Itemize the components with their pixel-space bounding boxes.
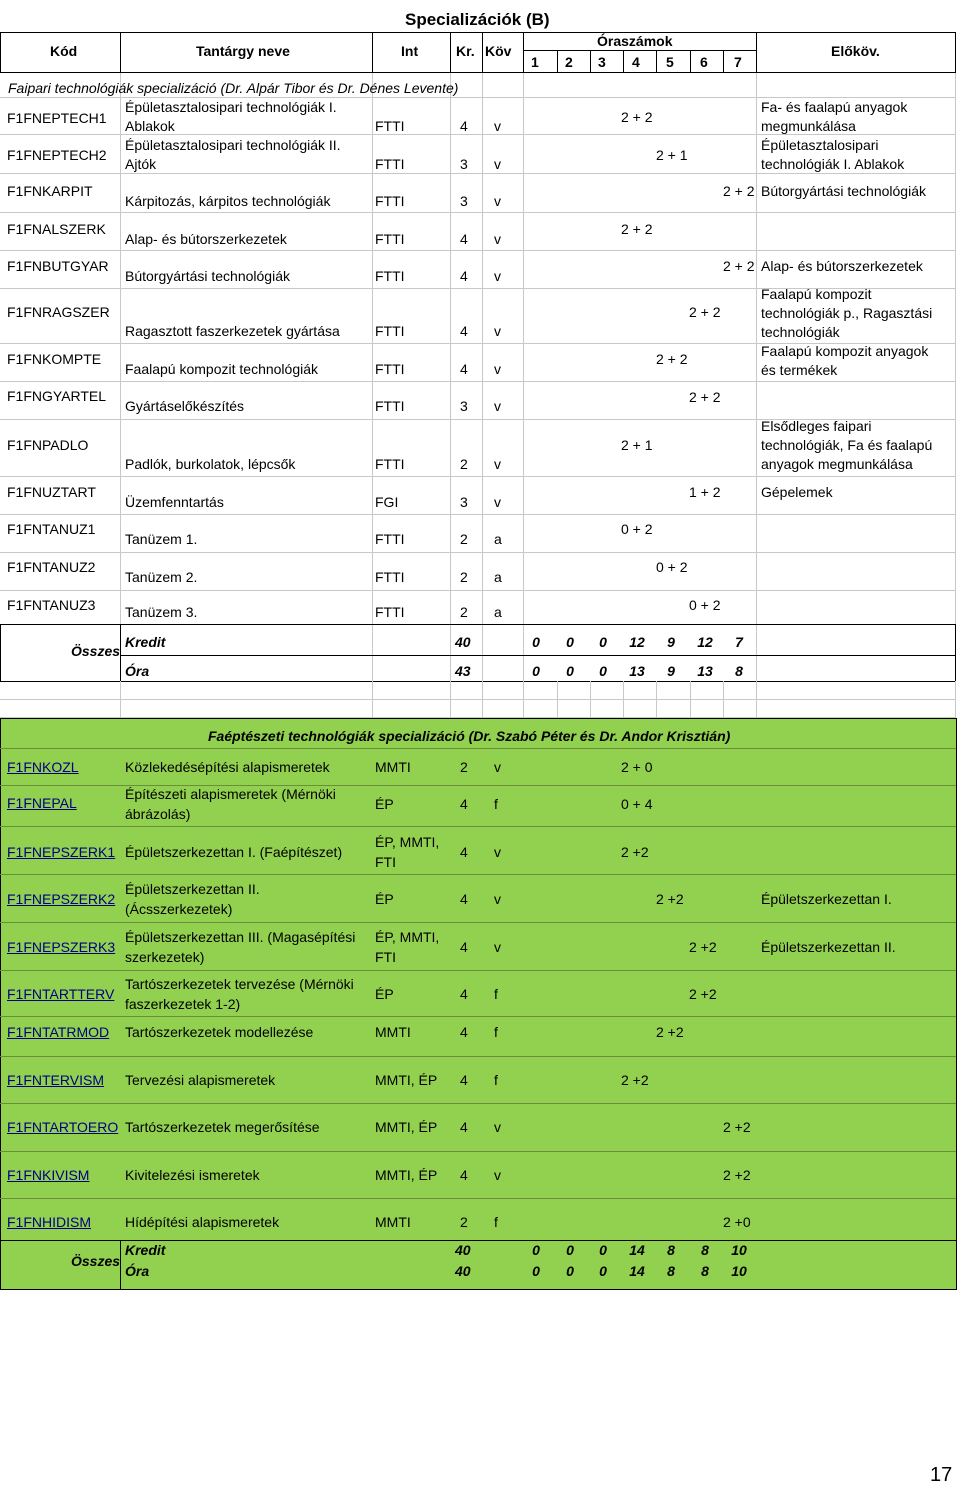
- kredit-sem-1: 0: [532, 634, 540, 650]
- course-kov: v: [494, 939, 501, 955]
- kredit-sem-4: 14: [629, 1242, 645, 1258]
- course-code-link[interactable]: F1FNHIDISM: [7, 1214, 91, 1230]
- header-kov: Köv: [485, 43, 512, 59]
- course-kr: 2: [460, 604, 468, 620]
- course-int: ÉP: [375, 891, 394, 907]
- course-int: MMTI: [375, 759, 411, 775]
- kredit-label: Kredit: [125, 1242, 166, 1258]
- kredit-total: 40: [455, 1242, 471, 1258]
- course-code: F1FNBUTGYAR: [7, 258, 109, 274]
- course-hours: 2 +2: [656, 1024, 684, 1040]
- course-name: Épületasztalosipari technológiák II.: [125, 137, 341, 153]
- course-name: Épületszerkezettan II.: [125, 881, 260, 897]
- course-kr: 3: [460, 156, 468, 172]
- course-name: Alap- és bútorszerkezetek: [125, 231, 287, 247]
- course-kr: 4: [460, 118, 468, 134]
- course-name-sub: Ablakok: [125, 118, 175, 134]
- course-int: FTTI: [375, 456, 405, 472]
- header-kod: Kód: [50, 43, 78, 59]
- course-kov: a: [494, 569, 502, 585]
- course-int: FTTI: [375, 118, 405, 134]
- course-kov: v: [494, 156, 501, 172]
- course-code: F1FNGYARTEL: [7, 388, 107, 404]
- course-int: MMTI: [375, 1214, 411, 1230]
- course-int-line2: FTI: [375, 949, 396, 965]
- course-hours: 0 + 4: [621, 796, 653, 812]
- prerequisite-line3: technológiák: [761, 324, 840, 340]
- course-kov: v: [494, 361, 501, 377]
- course-hours: 1 + 2: [689, 484, 721, 500]
- prerequisite-line2: és termékek: [761, 362, 838, 378]
- course-int: MMTI: [375, 1024, 411, 1040]
- totals-label: Összes: [71, 1253, 121, 1269]
- course-name: Hídépítési alapismeretek: [125, 1214, 280, 1230]
- ora-sem-4: 14: [629, 1263, 645, 1279]
- ora-total: 43: [455, 663, 471, 679]
- kredit-label: Kredit: [125, 634, 166, 650]
- course-name: Tervezési alapismeretek: [125, 1072, 276, 1088]
- course-kov: f: [494, 796, 498, 812]
- course-name-sub: faszerkezetek 1-2): [125, 996, 241, 1012]
- course-int: FTTI: [375, 268, 405, 284]
- course-code: F1FNKOMPTE: [7, 351, 102, 367]
- header-sem-3: 3: [598, 54, 606, 70]
- header-sem-7: 7: [734, 54, 742, 70]
- course-int: FGI: [375, 494, 399, 510]
- course-kov: v: [494, 193, 501, 209]
- course-code: F1FNEPTECH1: [7, 110, 107, 126]
- ora-sem-5: 9: [667, 663, 675, 679]
- kredit-sem-6: 8: [701, 1242, 709, 1258]
- ora-sem-4: 13: [629, 663, 645, 679]
- course-hours: 2 + 2: [723, 183, 755, 199]
- course-code: F1FNRAGSZER: [7, 304, 110, 320]
- course-kov: v: [494, 323, 501, 339]
- prerequisite-line2: technológiák, Fa és faalapú: [761, 437, 933, 453]
- course-kov: v: [494, 118, 501, 134]
- course-code: F1FNTANUZ1: [7, 521, 96, 537]
- course-int: MMTI, ÉP: [375, 1072, 438, 1088]
- course-name-sub: szerkezetek): [125, 949, 205, 965]
- course-int: ÉP, MMTI,: [375, 929, 440, 945]
- course-name: Építészeti alapismeretek (Mérnöki: [125, 786, 336, 802]
- course-int: FTTI: [375, 569, 405, 585]
- header-int: Int: [401, 43, 419, 59]
- course-code-link[interactable]: F1FNEPSZERK2: [7, 891, 116, 907]
- course-kov: f: [494, 1024, 498, 1040]
- course-kr: 2: [460, 759, 468, 775]
- course-kov: f: [494, 1214, 498, 1230]
- course-kr: 2: [460, 1214, 468, 1230]
- course-kr: 4: [460, 1024, 468, 1040]
- course-hours: 2 + 1: [656, 147, 688, 163]
- page-title: Specializációk (B): [405, 10, 550, 29]
- prerequisite: Faalapú kompozit: [761, 286, 872, 302]
- prerequisite: Fa- és faalapú anyagok: [761, 99, 908, 115]
- course-code: F1FNKARPIT: [7, 183, 93, 199]
- course-int: ÉP: [375, 796, 394, 812]
- course-hours: 2 + 2: [689, 389, 721, 405]
- course-kov: v: [494, 1119, 501, 1135]
- course-kr: 2: [460, 456, 468, 472]
- course-code: F1FNEPTECH2: [7, 147, 107, 163]
- course-kr: 4: [460, 231, 468, 247]
- header-sem-5: 5: [666, 54, 674, 70]
- course-kr: 4: [460, 939, 468, 955]
- ora-label: Óra: [125, 663, 150, 679]
- page-number: 17: [930, 1464, 953, 1486]
- course-name: Tanüzem 2.: [125, 569, 198, 585]
- course-name: Tartószerkezetek megerősítése: [125, 1119, 320, 1135]
- course-hours: 2 + 2: [689, 304, 721, 320]
- course-name: Tartószerkezetek modellezése: [125, 1024, 314, 1040]
- course-int: ÉP, MMTI,: [375, 834, 440, 850]
- course-kov: a: [494, 604, 502, 620]
- course-hours: 0 + 2: [656, 559, 688, 575]
- spec1-title: Faipari technológiák specializáció (Dr. Alpár Tibor és Dr. Dénes Levente): [8, 80, 459, 96]
- prerequisite: Elsődleges faipari: [761, 418, 872, 434]
- course-code-link[interactable]: F1FNTATRMOD: [7, 1024, 110, 1040]
- course-code: F1FNPADLO: [7, 437, 89, 453]
- prerequisite-line2: technológiák I. Ablakok: [761, 156, 905, 172]
- course-hours: 2 +0: [723, 1214, 751, 1230]
- course-kr: 4: [460, 1072, 468, 1088]
- ora-sem-6: 13: [697, 663, 713, 679]
- course-hours: 2 +2: [723, 1119, 751, 1135]
- course-kov: f: [494, 1072, 498, 1088]
- prerequisite-line3: anyagok megmunkálása: [761, 456, 913, 472]
- kredit-sem-3: 0: [599, 1242, 607, 1258]
- header-elokov: Előköv.: [831, 43, 880, 59]
- kredit-sem-5: 9: [667, 634, 675, 650]
- course-kov: v: [494, 456, 501, 472]
- ora-sem-6: 8: [701, 1263, 709, 1279]
- ora-sem-2: 0: [566, 1263, 574, 1279]
- prerequisite: Gépelemek: [761, 484, 833, 500]
- course-int: ÉP: [375, 986, 394, 1002]
- prerequisite: Épületasztalosipari: [761, 137, 879, 153]
- kredit-total: 40: [455, 634, 471, 650]
- course-name: Üzemfenntartás: [125, 494, 224, 510]
- course-kr: 4: [460, 844, 468, 860]
- course-kr: 4: [460, 796, 468, 812]
- course-kov: v: [494, 759, 501, 775]
- course-hours: 2 + 0: [621, 759, 653, 775]
- course-hours: 0 + 2: [621, 521, 653, 537]
- course-kov: v: [494, 844, 501, 860]
- course-kov: v: [494, 231, 501, 247]
- course-hours: 2 +2: [656, 891, 684, 907]
- course-int: MMTI, ÉP: [375, 1167, 438, 1183]
- course-name-sub: ábrázolás): [125, 806, 191, 822]
- ora-sem-7: 8: [735, 663, 743, 679]
- course-kov: v: [494, 1167, 501, 1183]
- course-kr: 3: [460, 494, 468, 510]
- kredit-sem-4: 12: [629, 634, 645, 650]
- course-kr: 4: [460, 361, 468, 377]
- course-kov: v: [494, 398, 501, 414]
- course-code-link[interactable]: F1FNKIVISM: [7, 1167, 90, 1183]
- course-kr: 4: [460, 986, 468, 1002]
- course-name: Gyártáselőkészítés: [125, 398, 245, 414]
- course-hours: 2 + 2: [621, 221, 653, 237]
- course-int: FTTI: [375, 398, 405, 414]
- kredit-sem-2: 0: [566, 1242, 574, 1258]
- course-int: FTTI: [375, 361, 405, 377]
- prerequisite-line2: technológiák p., Ragasztási: [761, 305, 933, 321]
- kredit-sem-1: 0: [532, 1242, 540, 1258]
- prerequisite: Épületszerkezettan II.: [761, 939, 896, 955]
- course-kov: v: [494, 268, 501, 284]
- course-kr: 2: [460, 569, 468, 585]
- course-hours: 0 + 2: [689, 597, 721, 613]
- course-int: FTTI: [375, 604, 405, 620]
- course-kr: 2: [460, 531, 468, 547]
- course-name: Kivitelezési ismeretek: [125, 1167, 260, 1183]
- course-int: FTTI: [375, 531, 405, 547]
- course-int: FTTI: [375, 323, 405, 339]
- course-hours: 2 +2: [689, 986, 717, 1002]
- prerequisite: Alap- és bútorszerkezetek: [761, 258, 923, 274]
- course-kov: f: [494, 986, 498, 1002]
- course-name: Épületasztalosipari technológiák I.: [125, 99, 337, 115]
- header-tantargy: Tantárgy neve: [196, 43, 290, 59]
- ora-sem-3: 0: [599, 663, 607, 679]
- course-code-link[interactable]: F1FNEPAL: [7, 795, 77, 811]
- ora-total: 40: [455, 1263, 471, 1279]
- header-kr: Kr.: [456, 43, 475, 59]
- course-kr: 3: [460, 193, 468, 209]
- header-sem-6: 6: [700, 54, 708, 70]
- course-int: MMTI, ÉP: [375, 1119, 438, 1135]
- course-name: Közlekedésépítési alapismeretek: [125, 759, 330, 775]
- course-hours: 2 +2: [723, 1167, 751, 1183]
- course-name: Bútorgyártási technológiák: [125, 268, 290, 284]
- course-name: Tanüzem 1.: [125, 531, 198, 547]
- course-kr: 3: [460, 398, 468, 414]
- ora-sem-2: 0: [566, 663, 574, 679]
- ora-sem-1: 0: [532, 1263, 540, 1279]
- kredit-sem-3: 0: [599, 634, 607, 650]
- prerequisite: Bútorgyártási technológiák: [761, 183, 926, 199]
- course-kr: 4: [460, 891, 468, 907]
- header-sem-2: 2: [565, 54, 573, 70]
- header-sem-4: 4: [632, 54, 640, 70]
- course-code-link[interactable]: F1FNEPSZERK3: [7, 939, 116, 955]
- course-hours: 2 + 2: [656, 351, 688, 367]
- course-hours: 2 +2: [621, 1072, 649, 1088]
- course-name: Tanüzem 3.: [125, 604, 198, 620]
- course-code-link[interactable]: F1FNTARTTERV: [7, 986, 115, 1002]
- course-code: F1FNTANUZ2: [7, 559, 96, 575]
- course-hours: 2 + 2: [621, 109, 653, 125]
- course-name: Épületszerkezettan I. (Faépítészet): [125, 844, 343, 860]
- course-code: F1FNTANUZ3: [7, 597, 96, 613]
- course-name-sub: Ajtók: [125, 156, 157, 172]
- course-name-sub: (Ácsszerkezetek): [125, 901, 233, 917]
- course-int: FTTI: [375, 156, 405, 172]
- header-oraszamok: Óraszámok: [597, 33, 673, 49]
- spec2-title: Faéptészeti technológiák specializáció (Dr. Szabó Péter és Dr. Andor Krisztián): [208, 728, 731, 744]
- course-kr: 4: [460, 268, 468, 284]
- totals-label: Összes: [71, 643, 121, 659]
- kredit-sem-2: 0: [566, 634, 574, 650]
- ora-sem-1: 0: [532, 663, 540, 679]
- kredit-sem-7: 10: [731, 1242, 747, 1258]
- course-kov: v: [494, 494, 501, 510]
- course-kr: 4: [460, 1167, 468, 1183]
- course-code-link[interactable]: F1FNTARTOERO: [7, 1119, 119, 1135]
- course-hours: 2 + 1: [621, 437, 653, 453]
- ora-sem-7: 10: [731, 1263, 747, 1279]
- ora-sem-5: 8: [667, 1263, 675, 1279]
- kredit-sem-6: 12: [697, 634, 713, 650]
- course-name: Kárpitozás, kárpitos technológiák: [125, 193, 331, 209]
- prerequisite-line2: megmunkálása: [761, 118, 856, 134]
- course-code-link[interactable]: F1FNKOZL: [7, 759, 79, 775]
- course-int: FTTI: [375, 193, 405, 209]
- prerequisite: Faalapú kompozit anyagok: [761, 343, 929, 359]
- ora-label: Óra: [125, 1263, 150, 1279]
- course-code: F1FNUZTART: [7, 484, 96, 500]
- course-name: Faalapú kompozit technológiák: [125, 361, 319, 377]
- course-hours: 2 +2: [689, 939, 717, 955]
- course-name: Épületszerkezettan III. (Magasépítési: [125, 929, 356, 945]
- kredit-sem-5: 8: [667, 1242, 675, 1258]
- course-kr: 4: [460, 1119, 468, 1135]
- course-name: Ragasztott faszerkezetek gyártása: [125, 323, 340, 339]
- course-code-link[interactable]: F1FNTERVISM: [7, 1072, 104, 1088]
- course-kr: 4: [460, 323, 468, 339]
- ora-sem-3: 0: [599, 1263, 607, 1279]
- prerequisite: Épületszerkezettan I.: [761, 891, 892, 907]
- course-name: Tartószerkezetek tervezése (Mérnöki: [125, 976, 354, 992]
- course-code: F1FNALSZERK: [7, 221, 106, 237]
- course-name: Padlók, burkolatok, lépcsők: [125, 456, 296, 472]
- course-hours: 2 +2: [621, 844, 649, 860]
- course-int-line2: FTI: [375, 854, 396, 870]
- kredit-sem-7: 7: [735, 634, 743, 650]
- course-hours: 2 + 2: [723, 258, 755, 274]
- course-int: FTTI: [375, 231, 405, 247]
- header-sem-1: 1: [531, 54, 539, 70]
- course-code-link[interactable]: F1FNEPSZERK1: [7, 844, 116, 860]
- course-kov: a: [494, 531, 502, 547]
- course-kov: v: [494, 891, 501, 907]
